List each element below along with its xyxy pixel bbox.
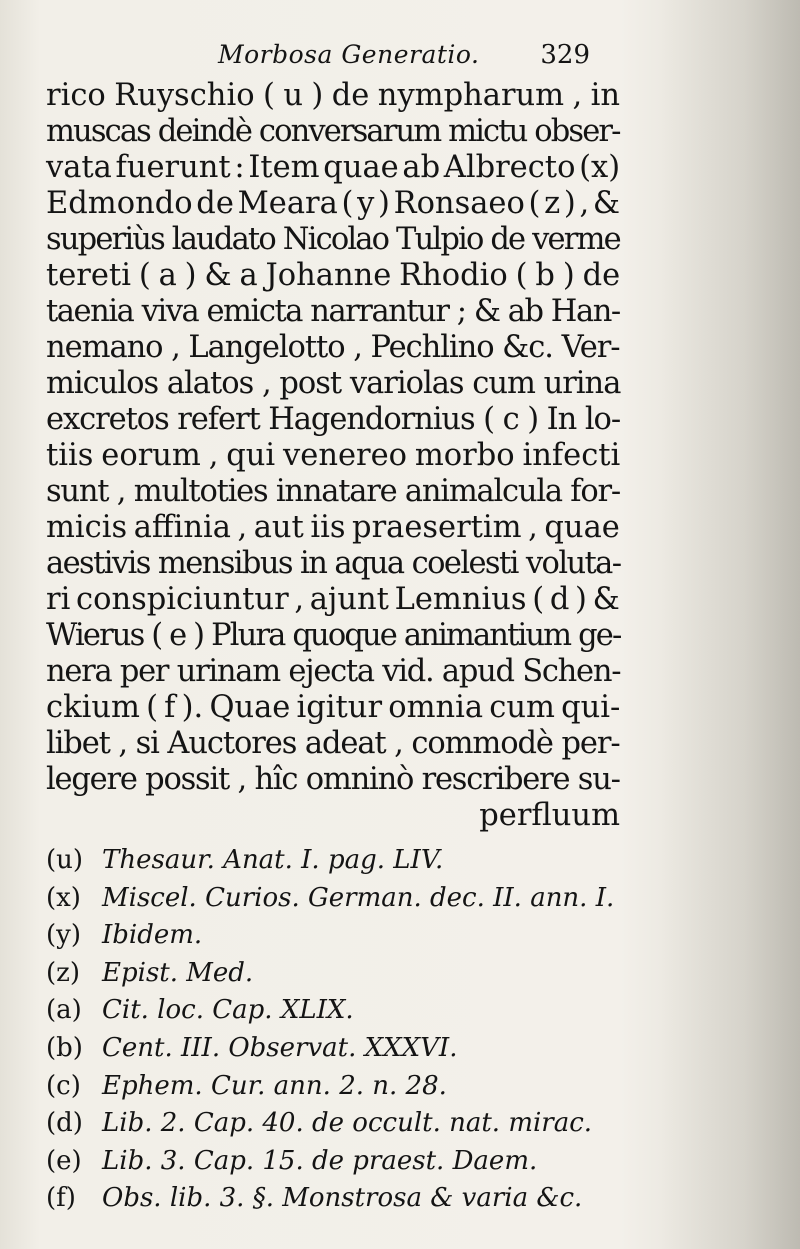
page-number: 329 — [540, 40, 590, 70]
facing-page-shadow — [660, 0, 800, 1249]
text-line: nemano , Langelotto , Pechlino &c. Ver- — [46, 330, 620, 365]
footnote-text: Thesaur. Anat. I. pag. LIV. — [102, 845, 444, 875]
text-line: Edmondo de Meara ( y ) Ronsaeo ( z ) , & — [46, 186, 621, 221]
footnote — [46, 880, 626, 918]
footnote-text: Ephem. Cur. ann. 2. n. 28. — [102, 1070, 447, 1101]
footnotes — [46, 842, 626, 1218]
footnote-text: Miscel. Curios. German. dec. II. ann. I. — [102, 882, 615, 913]
text-line: vata fuerunt : Item quae ab Albrecto (x) — [46, 150, 621, 185]
footnote-text: Epist. Med. — [102, 957, 254, 988]
footnote — [46, 1030, 626, 1068]
text-line: aestivis mensibus in aqua coelesti voluta- — [46, 546, 621, 581]
page-header — [218, 40, 590, 80]
footnote — [46, 955, 626, 993]
footnote-text: Cent. III. Observat. XXXVI. — [102, 1032, 458, 1063]
footnote-mark: (x) — [46, 882, 81, 913]
footnote-mark: (b) — [46, 1032, 83, 1063]
footnote — [46, 1068, 626, 1106]
text-line: micis affinia , aut iis praesertim , quae — [46, 510, 620, 545]
footnote-mark: (f) — [46, 1183, 76, 1214]
text-line: excretos refert Hagendornius ( c ) In lo- — [46, 402, 621, 437]
footnote-mark: (d) — [46, 1108, 83, 1139]
footnote-mark: (c) — [46, 1070, 81, 1101]
footnote-mark: (z) — [46, 957, 80, 988]
body-text — [46, 78, 620, 834]
footnote — [46, 992, 626, 1030]
text-line: ckium ( f ). Quae igitur omnia cum qui- — [46, 690, 621, 725]
footnote — [46, 842, 626, 880]
running-head: Morbosa Generatio. — [218, 40, 480, 69]
text-line-catchword: perfluum — [479, 798, 620, 833]
footnote-text: Lib. 2. Cap. 40. de occult. nat. mirac. — [102, 1108, 593, 1139]
text-line: muscas deindè conversarum mictu obser- — [46, 114, 620, 149]
footnote — [46, 1105, 626, 1143]
text-line: rico Ruyschio ( u ) de nympharum , in — [46, 78, 621, 113]
text-line: ri conspiciuntur , ajunt Lemnius ( d ) & — [46, 582, 620, 617]
footnote-mark: (y) — [46, 920, 81, 951]
footnote — [46, 917, 626, 955]
footnote — [46, 1180, 626, 1218]
footnote-text: Lib. 3. Cap. 15. de praest. Daem. — [102, 1145, 538, 1176]
footnote-mark: (a) — [46, 995, 82, 1026]
text-line: Wierus ( e ) Plura quoque animantium ge- — [46, 618, 621, 653]
footnote-text: Obs. lib. 3. §. Monstrosa & varia &c. — [102, 1183, 583, 1214]
text-line: tiis eorum , qui venereo morbo infecti — [46, 438, 621, 473]
text-line: superiùs laudato Nicolao Tulpio de verme — [46, 222, 620, 257]
footnote-mark: (e) — [46, 1145, 82, 1176]
text-line: legere possit , hîc omninò rescribere su- — [46, 762, 620, 797]
text-line: taenia viva emicta narrantur ; & ab Han- — [46, 294, 620, 329]
text-line: tereti ( a ) & a Johanne Rhodio ( b ) de — [46, 258, 621, 293]
footnote-text: Ibidem. — [102, 920, 203, 951]
text-line: miculos alatos , post variolas cum urina — [46, 366, 621, 401]
footnote-mark: (u) — [46, 845, 84, 875]
text-line: libet , si Auctores adeat , commodè per- — [46, 726, 620, 761]
text-line: sunt , multoties innatare animalcula for- — [46, 474, 620, 509]
text-line: nera per urinam ejecta vid. apud Schen- — [46, 654, 621, 689]
footnote-text: Cit. loc. Cap. XLIX. — [102, 995, 354, 1026]
footnote — [46, 1143, 626, 1181]
